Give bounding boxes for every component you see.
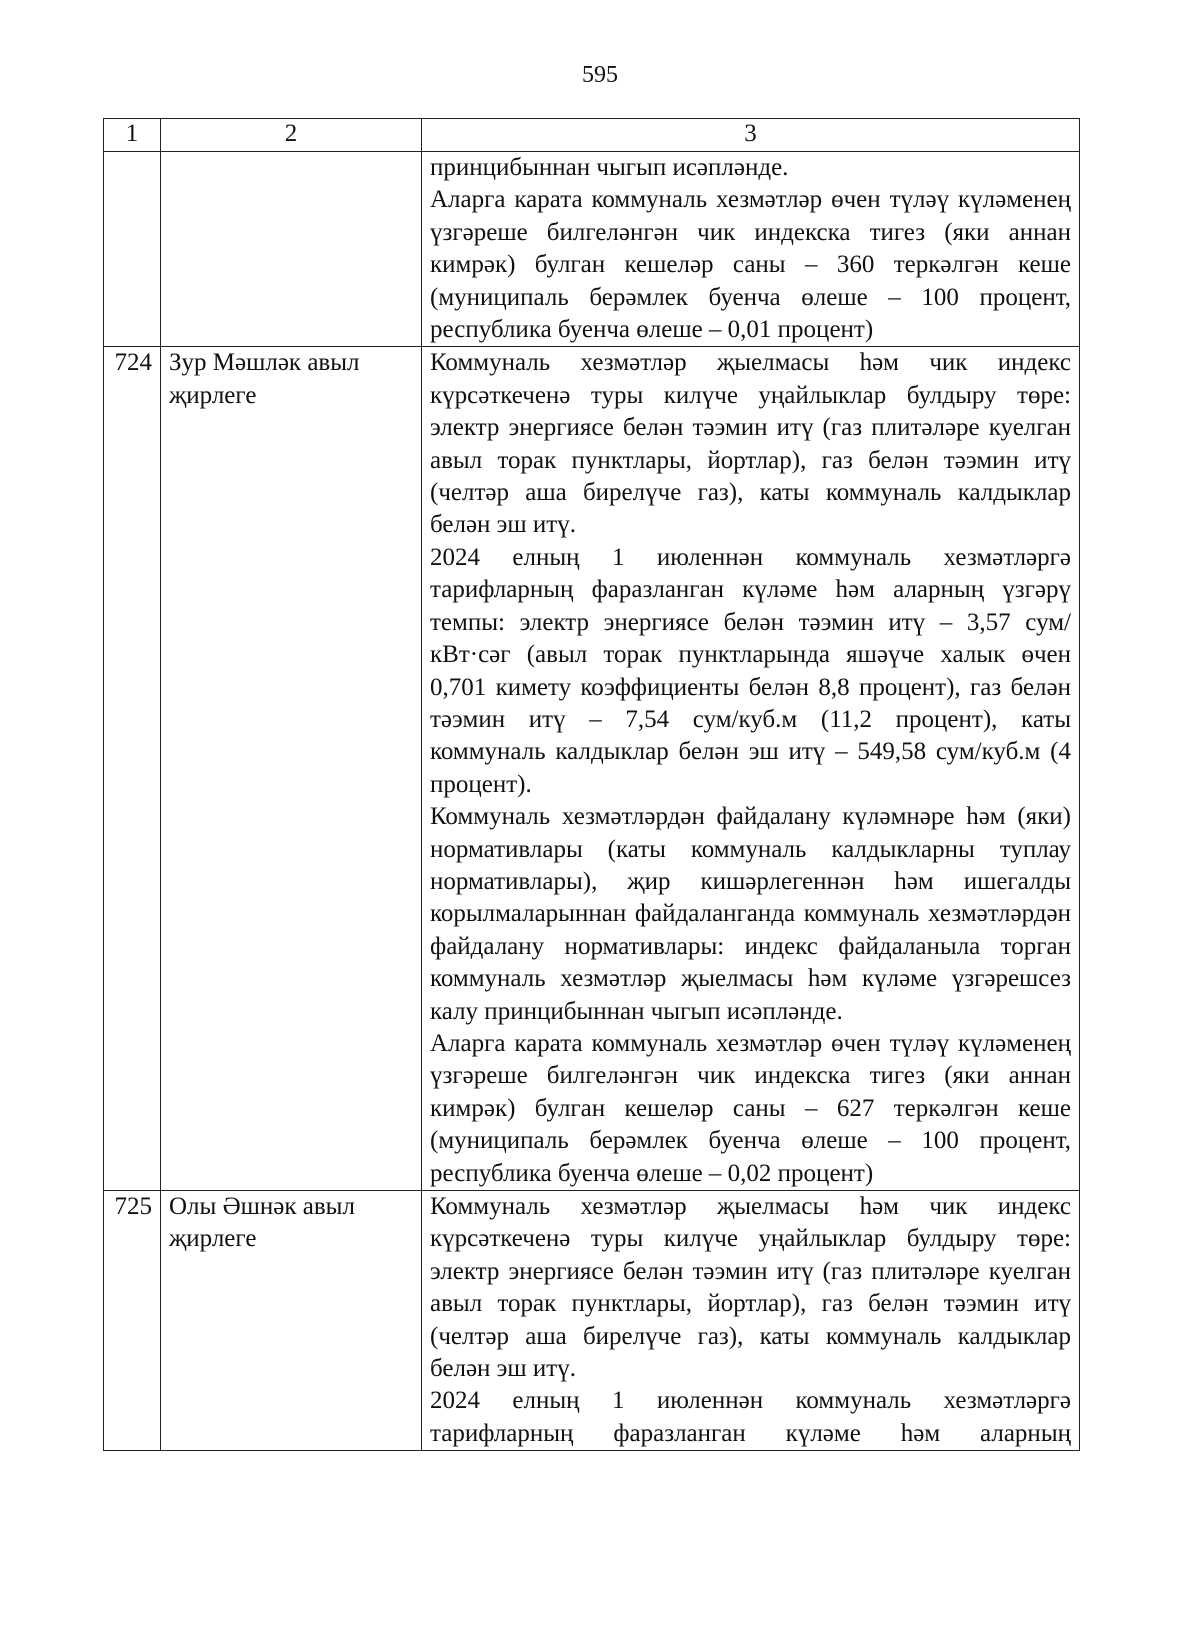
paragraph: 2024 елның 1 июленнән коммуналь хезмәтләргә тарифларның фаразланган күләме һәм аларның xyxy=(430,1387,1071,1447)
description-cell xyxy=(422,347,1080,1191)
paragraph: Коммуналь хезмәтләрдән файдалану күләмнәре һәм (яки) нормативлары (каты коммуналь калдыкларны туплау нормативлары), җир кишәрлегеннән һәм ишегалды корылмаларыннан файдаланганда коммуналь хезмәтләрдән файдалану нормативлары: индекс файдаланыла торган коммуналь хезмәтләр җыелмасы һәм күләме үзгәрешсез калу принцибыннан чыгып исәпләнде. xyxy=(430,803,1071,1025)
description-cell xyxy=(422,1191,1080,1451)
paragraph: принцибыннан чыгып исәпләнде. xyxy=(430,154,789,181)
column-header-1: 1 xyxy=(104,119,161,152)
column-header-2: 2 xyxy=(161,119,422,152)
page-number: 595 xyxy=(582,62,618,88)
document-table xyxy=(103,118,1080,1451)
paragraph: Коммуналь хезмәтләр җыелмасы һәм чик индекс күрсәткеченә туры килүче уңайлыклар булдыру төре: электр энергиясе белән тәэмин итү (газ плитәләре куелган авыл торак пунктлары, йортлар), газ белән тәэмин итү (челтәр аша бирелүче газ), каты коммуналь калдыклар белән эш итү. xyxy=(430,349,1071,539)
table-row xyxy=(104,152,1080,347)
settlement-name xyxy=(161,152,422,347)
paragraph: 2024 елның 1 июленнән коммуналь хезмәтләргә тарифларның фаразланган күләме һәм аларның үзгәрү темпы: электр энергиясе белән тәэмин итү – 3,57 сум/кВт·сәг (авыл торак пунктларында яшәүче халык өчен 0,701 кимету коэффициенты белән 8,8 процент), газ белән тәэмин итү – 7,54 сум/куб.м (11,2 процент), каты коммуналь калдыклар белән эш итү – 549,58 сум/куб.м (4 процент). xyxy=(430,543,1071,798)
column-header-3: 3 xyxy=(422,119,1080,152)
table-row xyxy=(104,347,1080,1191)
paragraph: Аларга карата коммуналь хезмәтләр өчен түләү күләменең үзгәреше билгеләнгән чик индекска тигез (яки аннан кимрәк) булган кешеләр саны – 360 теркәлгән кеше (муниципаль берәмлек буенча өлеше – 100 процент, республика буенча өлеше – 0,01 процент) xyxy=(430,186,1071,344)
paragraph: Аларга карата коммуналь хезмәтләр өчен түләү күләменең үзгәреше билгеләнгән чик индекска тигез (яки аннан кимрәк) булган кешеләр саны – 627 теркәлгән кеше (муниципаль берәмлек буенча өлеше – 100 процент, республика буенча өлеше – 0,02 процент) xyxy=(430,1029,1071,1187)
row-number xyxy=(104,152,161,347)
table-header-row xyxy=(104,119,1080,152)
paragraph: Коммуналь хезмәтләр җыелмасы һәм чик индекс күрсәткеченә туры килүче уңайлыклар булдыру төре: электр энергиясе белән тәэмин итү (газ плитәләре куелган авыл торак пунктлары, йортлар), газ белән тәэмин итү (челтәр аша бирелүче газ), каты коммуналь калдыклар белән эш итү. xyxy=(430,1193,1071,1383)
description-cell xyxy=(422,152,1080,347)
row-number: 725 xyxy=(104,1191,161,1451)
settlement-name: Зур Мәшләк авыл җирлеге xyxy=(161,347,422,1191)
settlement-name: Олы Әшнәк авыл җирлеге xyxy=(161,1191,422,1451)
table-row xyxy=(104,1191,1080,1451)
row-number: 724 xyxy=(104,347,161,1191)
